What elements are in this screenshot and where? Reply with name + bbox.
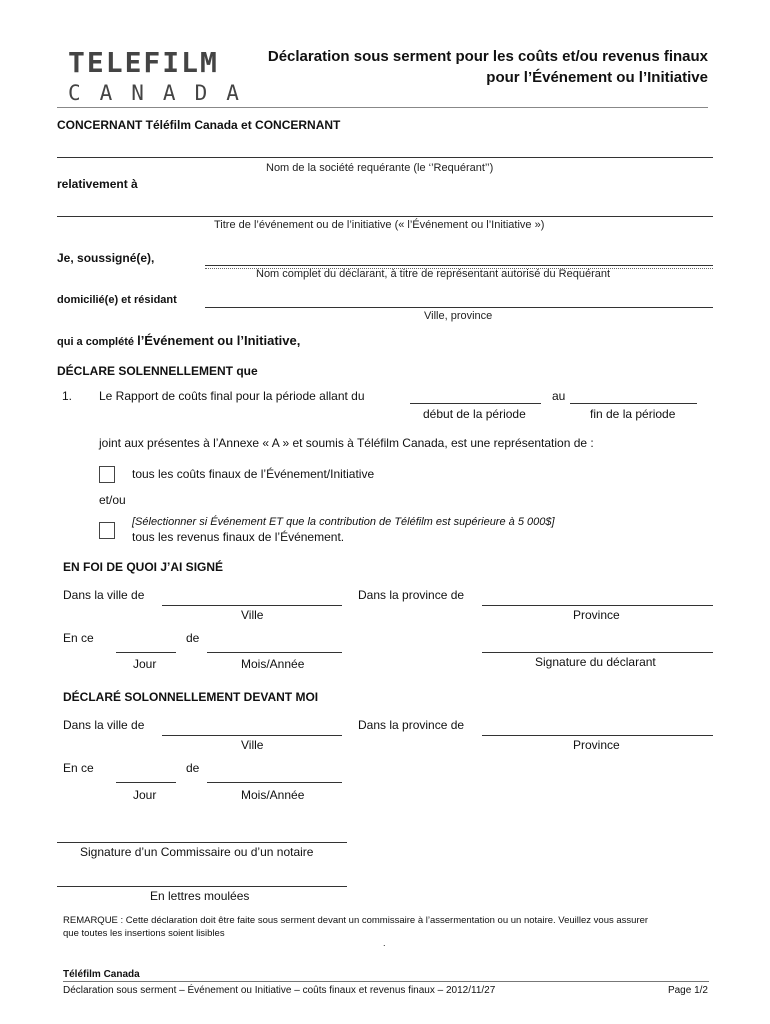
footer-org: Téléfilm Canada	[63, 969, 140, 980]
sworn-city-field[interactable]	[162, 735, 342, 736]
item-number: 1.	[62, 389, 73, 403]
event-title-field[interactable]	[57, 216, 713, 217]
period-start-field[interactable]	[410, 403, 541, 404]
item-text: Le Rapport de coûts final pour la période allant du	[99, 389, 365, 403]
signed-day-field[interactable]	[116, 652, 176, 653]
declarant-signature-field[interactable]	[482, 652, 713, 653]
soussigne-label: Je, soussigné(e),	[57, 251, 155, 265]
declarant-signature-caption: Signature du déclarant	[535, 655, 656, 669]
costs-option-label: tous les coûts finaux de l’Événement/Initiative	[132, 467, 375, 481]
event-title-caption: Titre de l’événement ou de l’initiative (« l’Événement ou l’Initiative »)	[214, 219, 545, 231]
signed-month-field[interactable]	[207, 652, 342, 653]
declare-heading: DÉCLARE SOLENNELLEMENT que	[57, 364, 258, 378]
signed-de-label: de	[186, 631, 200, 645]
footer-doc-title: Déclaration sous serment – Événement ou Initiative – coûts finaux et revenus finaux – 2012/11/27	[63, 985, 496, 996]
commissioner-signature-field[interactable]	[57, 842, 347, 843]
sworn-province-field[interactable]	[482, 735, 713, 736]
remark-dot: .	[383, 938, 386, 948]
commissioner-print-caption: En lettres moulées	[150, 889, 250, 903]
signed-province-caption: Province	[573, 608, 620, 622]
signed-province-field[interactable]	[482, 605, 713, 606]
page-number: Page 1/2	[667, 985, 708, 996]
header-divider	[57, 107, 708, 108]
period-end-caption: fin de la période	[590, 407, 676, 421]
relativement-label: relativement à	[57, 177, 138, 191]
signed-city-label: Dans la ville de	[63, 588, 145, 602]
signed-month-caption: Mois/Année	[241, 657, 305, 671]
remark-line1: REMARQUE : Cette déclaration doit être faite sous serment devant un commissaire à l’assermentation ou un notaire. Veuillez vous assurer	[63, 915, 649, 926]
city-province-field[interactable]	[205, 307, 713, 308]
city-province-caption: Ville, province	[424, 310, 493, 322]
telefilm-logo	[68, 46, 258, 105]
complete-main: l’Événement ou l’Initiative,	[137, 333, 301, 348]
sworn-heading: DÉCLARÉ SOLONNELLEMENT DEVANT MOI	[63, 690, 319, 704]
sworn-city-caption: Ville	[241, 738, 264, 752]
signed-province-label: Dans la province de	[358, 588, 465, 602]
complete-prefix: qui a complété	[57, 336, 138, 348]
declarant-name-field[interactable]	[205, 265, 713, 266]
revenues-checkbox[interactable]	[99, 522, 115, 539]
annexe-statement: joint aux présentes à l’Annexe « A » et soumis à Téléfilm Canada, est une représentation de :	[99, 436, 594, 450]
commissioner-signature-caption: Signature d’un Commissaire ou d’un notaire	[80, 845, 314, 859]
sworn-ence-label: En ce	[63, 761, 94, 775]
document-title-line1: Déclaration sous serment pour les coûts et/ou revenus finaux	[267, 48, 708, 65]
logo-subtitle: CANADA	[68, 81, 258, 105]
signed-ence-label: En ce	[63, 631, 94, 645]
sworn-day-caption: Jour	[133, 788, 157, 802]
footer-divider	[63, 981, 709, 982]
sworn-month-caption: Mois/Année	[241, 788, 305, 802]
sworn-city-label: Dans la ville de	[63, 718, 145, 732]
period-end-field[interactable]	[570, 403, 697, 404]
period-start-caption: début de la période	[423, 407, 526, 421]
sworn-province-label: Dans la province de	[358, 718, 465, 732]
remark-line2: que toutes les insertions soient lisibles	[63, 928, 225, 939]
au-label: au	[552, 389, 566, 403]
company-name-field[interactable]	[57, 157, 713, 158]
revenues-option-note: [Sélectionner si Événement ET que la contribution de Téléfilm est supérieure à 5 000$]	[132, 516, 555, 528]
sworn-de-label: de	[186, 761, 200, 775]
revenues-option-label: tous les revenus finaux de l’Événement.	[132, 530, 345, 544]
signed-city-caption: Ville	[241, 608, 264, 622]
document-title-line2: pour l’Événement ou l’Initiative	[486, 69, 708, 86]
signed-day-caption: Jour	[133, 657, 157, 671]
concernant-heading: CONCERNANT Téléfilm Canada et CONCERNANT	[57, 118, 341, 132]
etou-label: et/ou	[99, 493, 126, 507]
logo-wordmark: TELEFILM	[68, 46, 219, 79]
declarant-name-caption: Nom complet du déclarant, à titre de représentant autorisé du Requérant	[256, 268, 611, 280]
company-name-caption: Nom de la société requérante (le ‘’Requérant’’)	[266, 162, 494, 174]
costs-checkbox[interactable]	[99, 466, 115, 483]
signed-heading: EN FOI DE QUOI J’AI SIGNÉ	[63, 560, 224, 574]
commissioner-print-field[interactable]	[57, 886, 347, 887]
domicile-label: domicilié(e) et résidant	[57, 294, 177, 306]
complete-statement	[57, 332, 300, 350]
signed-city-field[interactable]	[162, 605, 342, 606]
sworn-province-caption: Province	[573, 738, 620, 752]
sworn-day-field[interactable]	[116, 782, 176, 783]
sworn-month-field[interactable]	[207, 782, 342, 783]
